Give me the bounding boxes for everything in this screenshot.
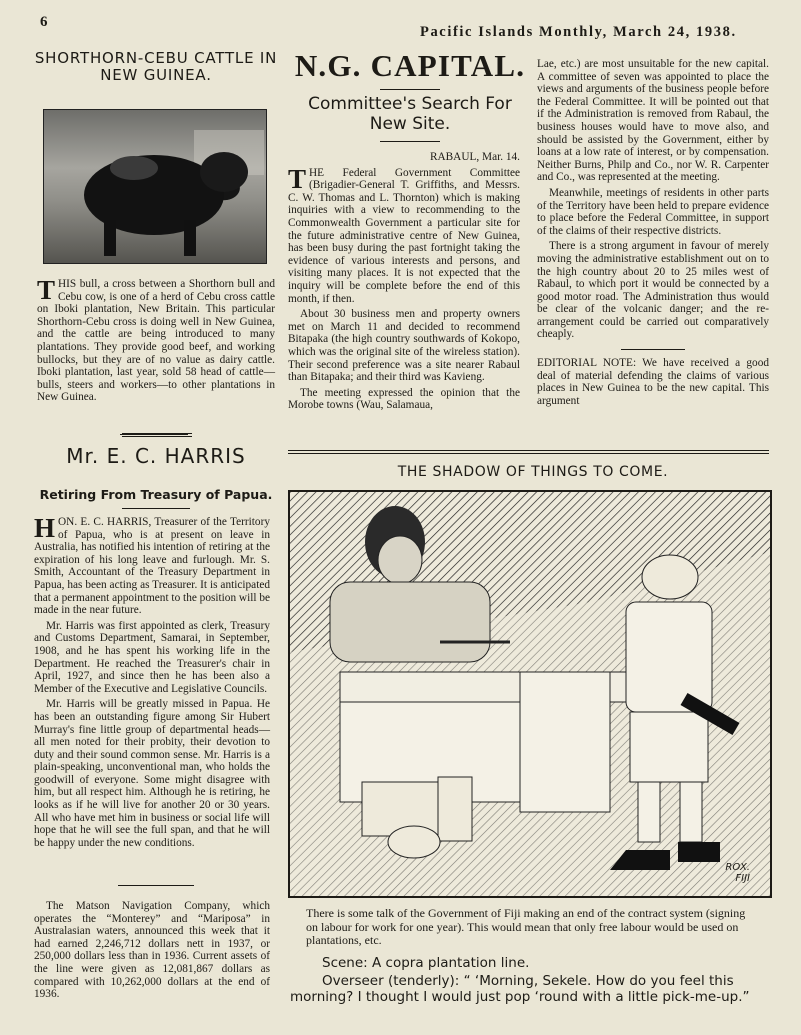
cartoon-dialogue: Overseer (tenderly): “ ‘Morning, Sekele. How do you feel this morning? I thought I would just pop ‘round with a little pick-me-up.”	[290, 973, 750, 1005]
section-divider-right	[288, 450, 769, 454]
cartoon-scene: Scene: A copra plantation line.	[322, 955, 530, 971]
capital-paragraph-3: The meeting expressed the opinion that the Morobe towns (Wau, Salamaua,	[288, 386, 520, 412]
editorial-rule	[621, 349, 685, 350]
harris-body	[34, 513, 270, 852]
page-number: 6	[40, 14, 48, 30]
capital-headline: N.G. CAPITAL.	[294, 48, 526, 83]
section-divider-left	[122, 433, 192, 437]
running-head: Pacific Islands Monthly, March 24, 1938.	[420, 24, 737, 40]
cartoon-caption: There is some talk of the Government of Fiji making an end of the contract system (signing on labour for work for one year). This would mean that only free labour would be used on plantations, etc.	[306, 906, 746, 948]
cattle-body	[37, 275, 275, 407]
cartoon-illustration	[290, 492, 770, 896]
capital-paragraph-6: There is a strong argument in favour of merely moving the administrative establishment out on to the high country about 20 to 25 miles west of Rabaul, to which port it would be connected by a good motor road. The Administration thus would be clear of the volcanic danger; and the re-arrangement could be carried out comparatively cheaply.	[537, 240, 769, 341]
capital-drop-cap: T	[288, 163, 307, 194]
cattle-drop-cap: T	[37, 275, 56, 305]
harris-drop-cap: H	[34, 513, 56, 543]
capital-column-2	[537, 58, 769, 410]
cartoon-signature-name: ROX.	[725, 862, 750, 873]
cattle-text: HIS bull, a cross between a Shorthorn bull and Cebu cow, is one of a herd of Cebu cross cattle on Iboki plantation, New Britain. This particular Shorthorn-Cebu cross is doing well in New Guinea, and the cattle are being introduced to many plantations. They provide good beef, and working bullocks, but they are of no value as dairy cattle. Iboki plantation, last year, sold 58 head of cattle—bulls, steers and workers—to other plantations in New Guinea.	[37, 278, 275, 404]
harris-headline: Mr. E. C. HARRIS	[66, 444, 246, 468]
matson-item	[34, 900, 270, 1004]
capital-paragraph-4: Lae, etc.) are most unsuitable for the new capital. A committee of seven was appointed to place the views and arguments of the business people before the Federal Committee. It will be pointed out that if the Administration is removed from Rabaul, the business houses would have to move also, and should be assisted by the Government, either by loans at a low rate of interest, or by compensation. Neither Burns, Philp and Co., nor W. R. Carpenter and Co., was represented at the meeting.	[537, 58, 769, 184]
harris-subhead: Retiring From Treasury of Papua.	[39, 487, 273, 502]
capital-paragraph-2: About 30 business men and property owners met on March 11 and decided to recommend Bitapaka (the high country southwards of Kokopo, which was the original site of the wireless station). Their second preference was a site nearer Rabaul than Bitapaka; and their third was Kavieng.	[288, 308, 520, 384]
cartoon-frame	[288, 490, 772, 898]
cartoon-signature-place: FIJI	[735, 873, 750, 884]
capital-headline-rule	[380, 89, 440, 90]
cattle-headline: SHORTHORN-CEBU CATTLE IN NEW GUINEA.	[34, 49, 278, 84]
capital-column-1	[288, 151, 520, 415]
harris-paragraph-1: ON. E. C. HARRIS, Treasurer of the Territory of Papua, who is at present on leave in Australia, has notified his intention of retiring at the expiration of his long leave and furlough. Mr. S. Smith, Accountant of the Treasury Department in Papua, has been acting as Treasurer. It is anticipated that a permanent appointment to the position will be made in the near future.	[34, 516, 270, 617]
capital-dateline: RABAUL, Mar. 14.	[429, 151, 520, 163]
harris-subhead-rule	[122, 508, 190, 509]
capital-paragraph-1: HE Federal Government Committee (Brigadier-General T. Griffiths, and Messrs. C. W. Thomas and L. Thornton) which is making inquiries with a view to recommending to the Commonwealth Government a particular site for the future administrative centre of New Guinea, has been busy during the past fortnight taking the evidence of various interests and persons, and visiting many places. It is not expected that the inquiry will be complete before the end of this month, if then.	[288, 166, 520, 305]
bull-photo	[43, 109, 267, 264]
harris-end-rule	[118, 885, 194, 886]
harris-paragraph-3: Mr. Harris will be greatly missed in Papua. He has been an outstanding figure among Sir Hubert Murray's fine little group of departmental heads—all men noted for their probity, their devotion to duty and their sound common sense. Mr. Harris is a plain-speaking, unconventional man, who holds the goodwill of everyone. Some might disagree with him, but all respect him. Although he is retiring, he looks as if he will live for another 20 or 30 years. All who have met him in business or social life will hope that he will see the full span, and that he will be happy under the new conditions.	[34, 698, 270, 849]
capital-paragraph-5: Meanwhile, meetings of residents in other parts of the Territory have been held to prepare evidence to place before the Federal Committee, in support of the claims of their respective districts.	[537, 186, 769, 237]
matson-text: The Matson Navigation Company, which operates the “Monterey” and “Mariposa” in Australasian waters, announced this week that it had earned 2,246,712 dollars nett in 1937, or 250,000 dollars less than in 1936. Current assets of the line were given as 12,081,867 dollars as compared with 10,262,000 dollars at the end of 1936.	[34, 900, 270, 1001]
cartoon-signature	[725, 862, 750, 884]
capital-editorial-note: EDITORIAL NOTE: We have received a good deal of material defending the claims of various places in New Guinea to be the new capital. This argument	[537, 357, 769, 407]
capital-subhead-rule	[380, 141, 440, 142]
capital-subhead: Committee's Search For New Site.	[308, 94, 512, 134]
harris-paragraph-2: Mr. Harris was first appointed as clerk, Treasury and Customs Department, Samarai, in September, 1908, and he has spent his working life in the Department. He reached the Treasurer's chair in April, 1927, and since then he has been also a Member of the Executive and Legislative Councils.	[34, 619, 270, 695]
bull-photo-illustration	[44, 110, 266, 263]
cartoon-title: THE SHADOW OF THINGS TO COME.	[397, 464, 669, 480]
